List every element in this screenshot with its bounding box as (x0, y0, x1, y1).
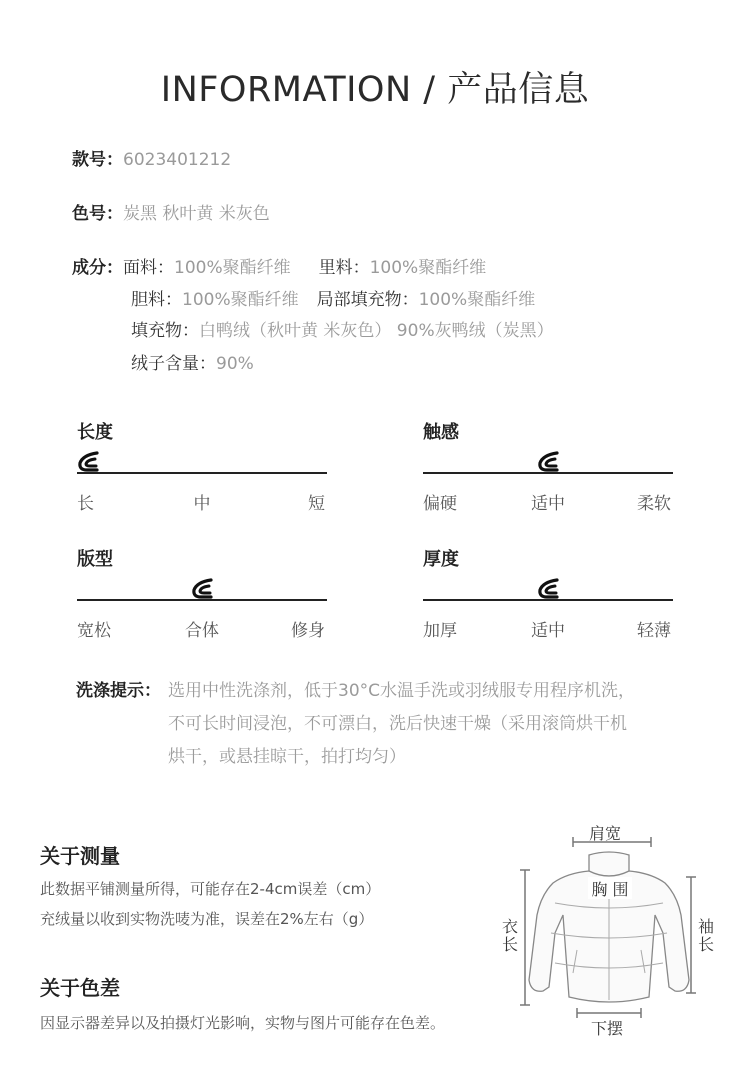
color-diff-text: 因显示器差异以及拍摄灯光影响，实物与图片可能存在色差。 (40, 1014, 446, 1032)
level-marker-icon (537, 451, 561, 473)
composition-row-2 (131, 290, 535, 310)
scale-title: 长度 (77, 422, 113, 443)
scale-title: 触感 (423, 422, 459, 443)
lining-value: 100%聚酯纤维 (369, 258, 487, 278)
scale-label: 轻薄 (637, 621, 671, 641)
scale-label: 修身 (291, 621, 325, 641)
scale-label: 宽松 (77, 621, 111, 641)
washing-line-3: 烘干，或悬挂晾干，拍打均匀） (168, 747, 406, 767)
color-number-label: 色号： (72, 204, 123, 224)
jacket-diagram (505, 815, 730, 1040)
measurement-title: 关于测量 (40, 844, 120, 868)
scale-label: 加厚 (423, 621, 457, 641)
hem-label: 下摆 (591, 1019, 624, 1038)
washing-line-1: 选用中性洗涤剂，低于30°C水温手洗或羽绒服专用程序机洗， (168, 681, 636, 701)
washing-label: 洗涤提示： (76, 681, 161, 701)
inner-label: 胆料： (131, 290, 182, 310)
composition-row-1 (72, 258, 486, 278)
scale-title: 厚度 (423, 549, 459, 570)
sleeve-label: 袖长 (698, 917, 715, 954)
scale-label: 适中 (531, 494, 565, 514)
scale-label: 中 (193, 494, 211, 514)
fill-label: 填充物： (131, 321, 199, 341)
scale-label: 适中 (531, 621, 565, 641)
down-content-label: 绒子含量： (131, 354, 216, 374)
lining-label: 里料： (318, 258, 370, 278)
scale-label: 合体 (185, 621, 219, 641)
measurement-line-2: 充绒量以收到实物洗唛为准，误差在2%左右（g） (40, 910, 374, 928)
style-number-label: 款号： (72, 150, 123, 170)
washing-line-2: 不可长时间浸泡，不可漂白，洗后快速干燥（采用滚筒烘干机 (168, 714, 627, 734)
shoulder-label: 肩宽 (589, 824, 622, 843)
color-number-value: 炭黑 秋叶黄 米灰色 (123, 204, 270, 224)
scale-label: 长 (77, 494, 94, 514)
color-number-row (72, 204, 270, 224)
partial-fill-value: 100%聚酯纤维 (418, 290, 536, 310)
fill-value: 白鸭绒（秋叶黄 米灰色） 90%灰鸭绒（炭黑） (199, 321, 554, 341)
partial-fill-label: 局部填充物： (316, 290, 419, 310)
scale-label: 偏硬 (423, 494, 457, 514)
scale-title: 版型 (77, 549, 113, 570)
chest-label: 胸 围 (591, 880, 629, 899)
inner-value: 100%聚酯纤维 (182, 290, 299, 310)
down-content-value: 90% (216, 354, 254, 374)
composition-label: 成分： (72, 258, 123, 278)
style-number-value: 6023401212 (123, 150, 232, 170)
page-title: INFORMATION / 产品信息 (160, 70, 590, 110)
measurement-line-1: 此数据平铺测量所得，可能存在2-4cm误差（cm） (40, 880, 381, 898)
color-diff-title: 关于色差 (40, 976, 120, 1000)
length-label: 衣长 (502, 917, 519, 954)
scale-line (77, 472, 327, 474)
level-marker-icon (77, 451, 101, 473)
shell-label: 面料： (123, 258, 174, 278)
scale-label: 短 (308, 494, 325, 514)
scale-label: 柔软 (637, 494, 671, 514)
level-marker-icon (537, 578, 561, 600)
composition-row-3 (131, 321, 554, 341)
shell-value: 100%聚酯纤维 (174, 258, 291, 278)
level-marker-icon (191, 578, 215, 600)
composition-row-4 (131, 354, 254, 374)
style-number-row (72, 150, 231, 170)
